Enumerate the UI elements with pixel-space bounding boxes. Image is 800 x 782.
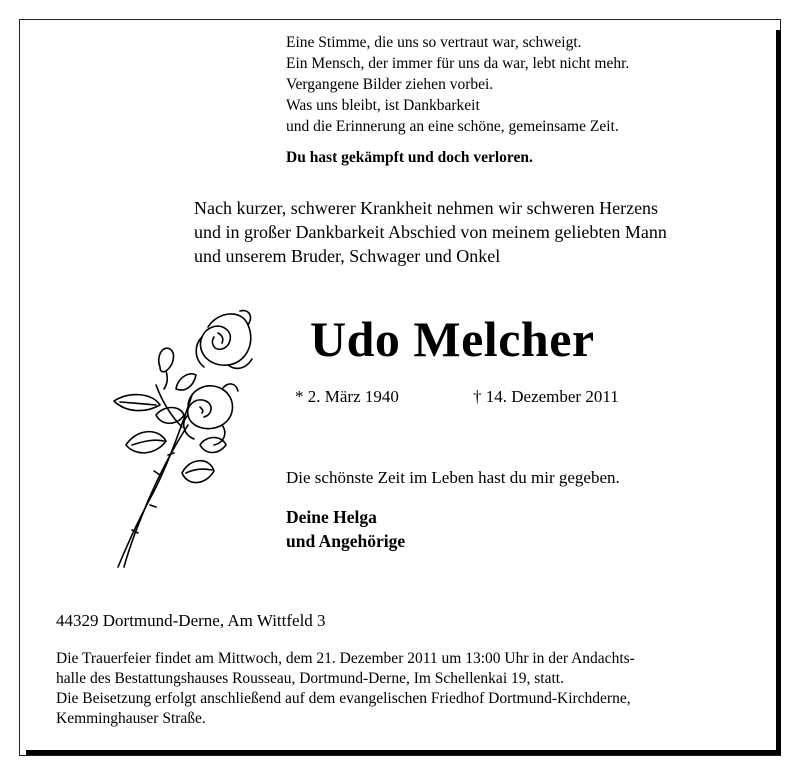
intro-line: und in großer Dankbarkeit Abschied von meinem geliebten Mann (194, 222, 667, 242)
card-shadow-right (776, 30, 781, 755)
intro-text (194, 196, 667, 268)
intro-line: Nach kurzer, schwerer Krankheit nehmen wir schweren Herzens (194, 198, 659, 218)
rose-icon (90, 305, 260, 575)
notice-line: Die Beisetzung erfolgt anschließend auf dem evangelischen Friedhof Dortmund-Kirchderne, (56, 690, 631, 707)
poem-line: Ein Mensch, der immer für uns da war, lebt nicht mehr. (286, 55, 630, 72)
poem-line: und die Erinnerung an eine schöne, gemeinsame Zeit. (286, 118, 619, 135)
notice-line: Kemminghauser Straße. (56, 710, 206, 727)
signer-line: und Angehörige (286, 531, 406, 551)
poem (286, 32, 629, 137)
funeral-notice (56, 649, 635, 729)
motto: Du hast gekämpft und doch verloren. (286, 149, 533, 166)
signer-line: Deine Helga (286, 507, 377, 527)
poem-line: Vergangene Bilder ziehen vorbei. (286, 76, 494, 93)
notice-line: Die Trauerfeier findet am Mittwoch, dem 21. Dezember 2011 um 13:00 Uhr in der Andachts- (56, 650, 635, 667)
poem-line: Eine Stimme, die uns so vertraut war, schweigt. (286, 34, 582, 51)
intro-line: und unserem Bruder, Schwager und Onkel (194, 246, 501, 266)
quote: Die schönste Zeit im Leben hast du mir gegeben. (286, 468, 620, 487)
notice-line: halle des Bestattungshauses Rousseau, Dortmund-Derne, Im Schellenkai 19, statt. (56, 670, 564, 687)
poem-line: Was uns bleibt, ist Dankbarkeit (286, 97, 480, 114)
signers (286, 505, 405, 553)
birth-date: * 2. März 1940 (295, 387, 399, 406)
obituary-card (19, 19, 781, 756)
death-date: † 14. Dezember 2011 (473, 387, 619, 406)
card-shadow-bottom (26, 750, 781, 755)
deceased-name: Udo Melcher (310, 311, 595, 367)
address: 44329 Dortmund-Derne, Am Wittfeld 3 (56, 611, 326, 630)
